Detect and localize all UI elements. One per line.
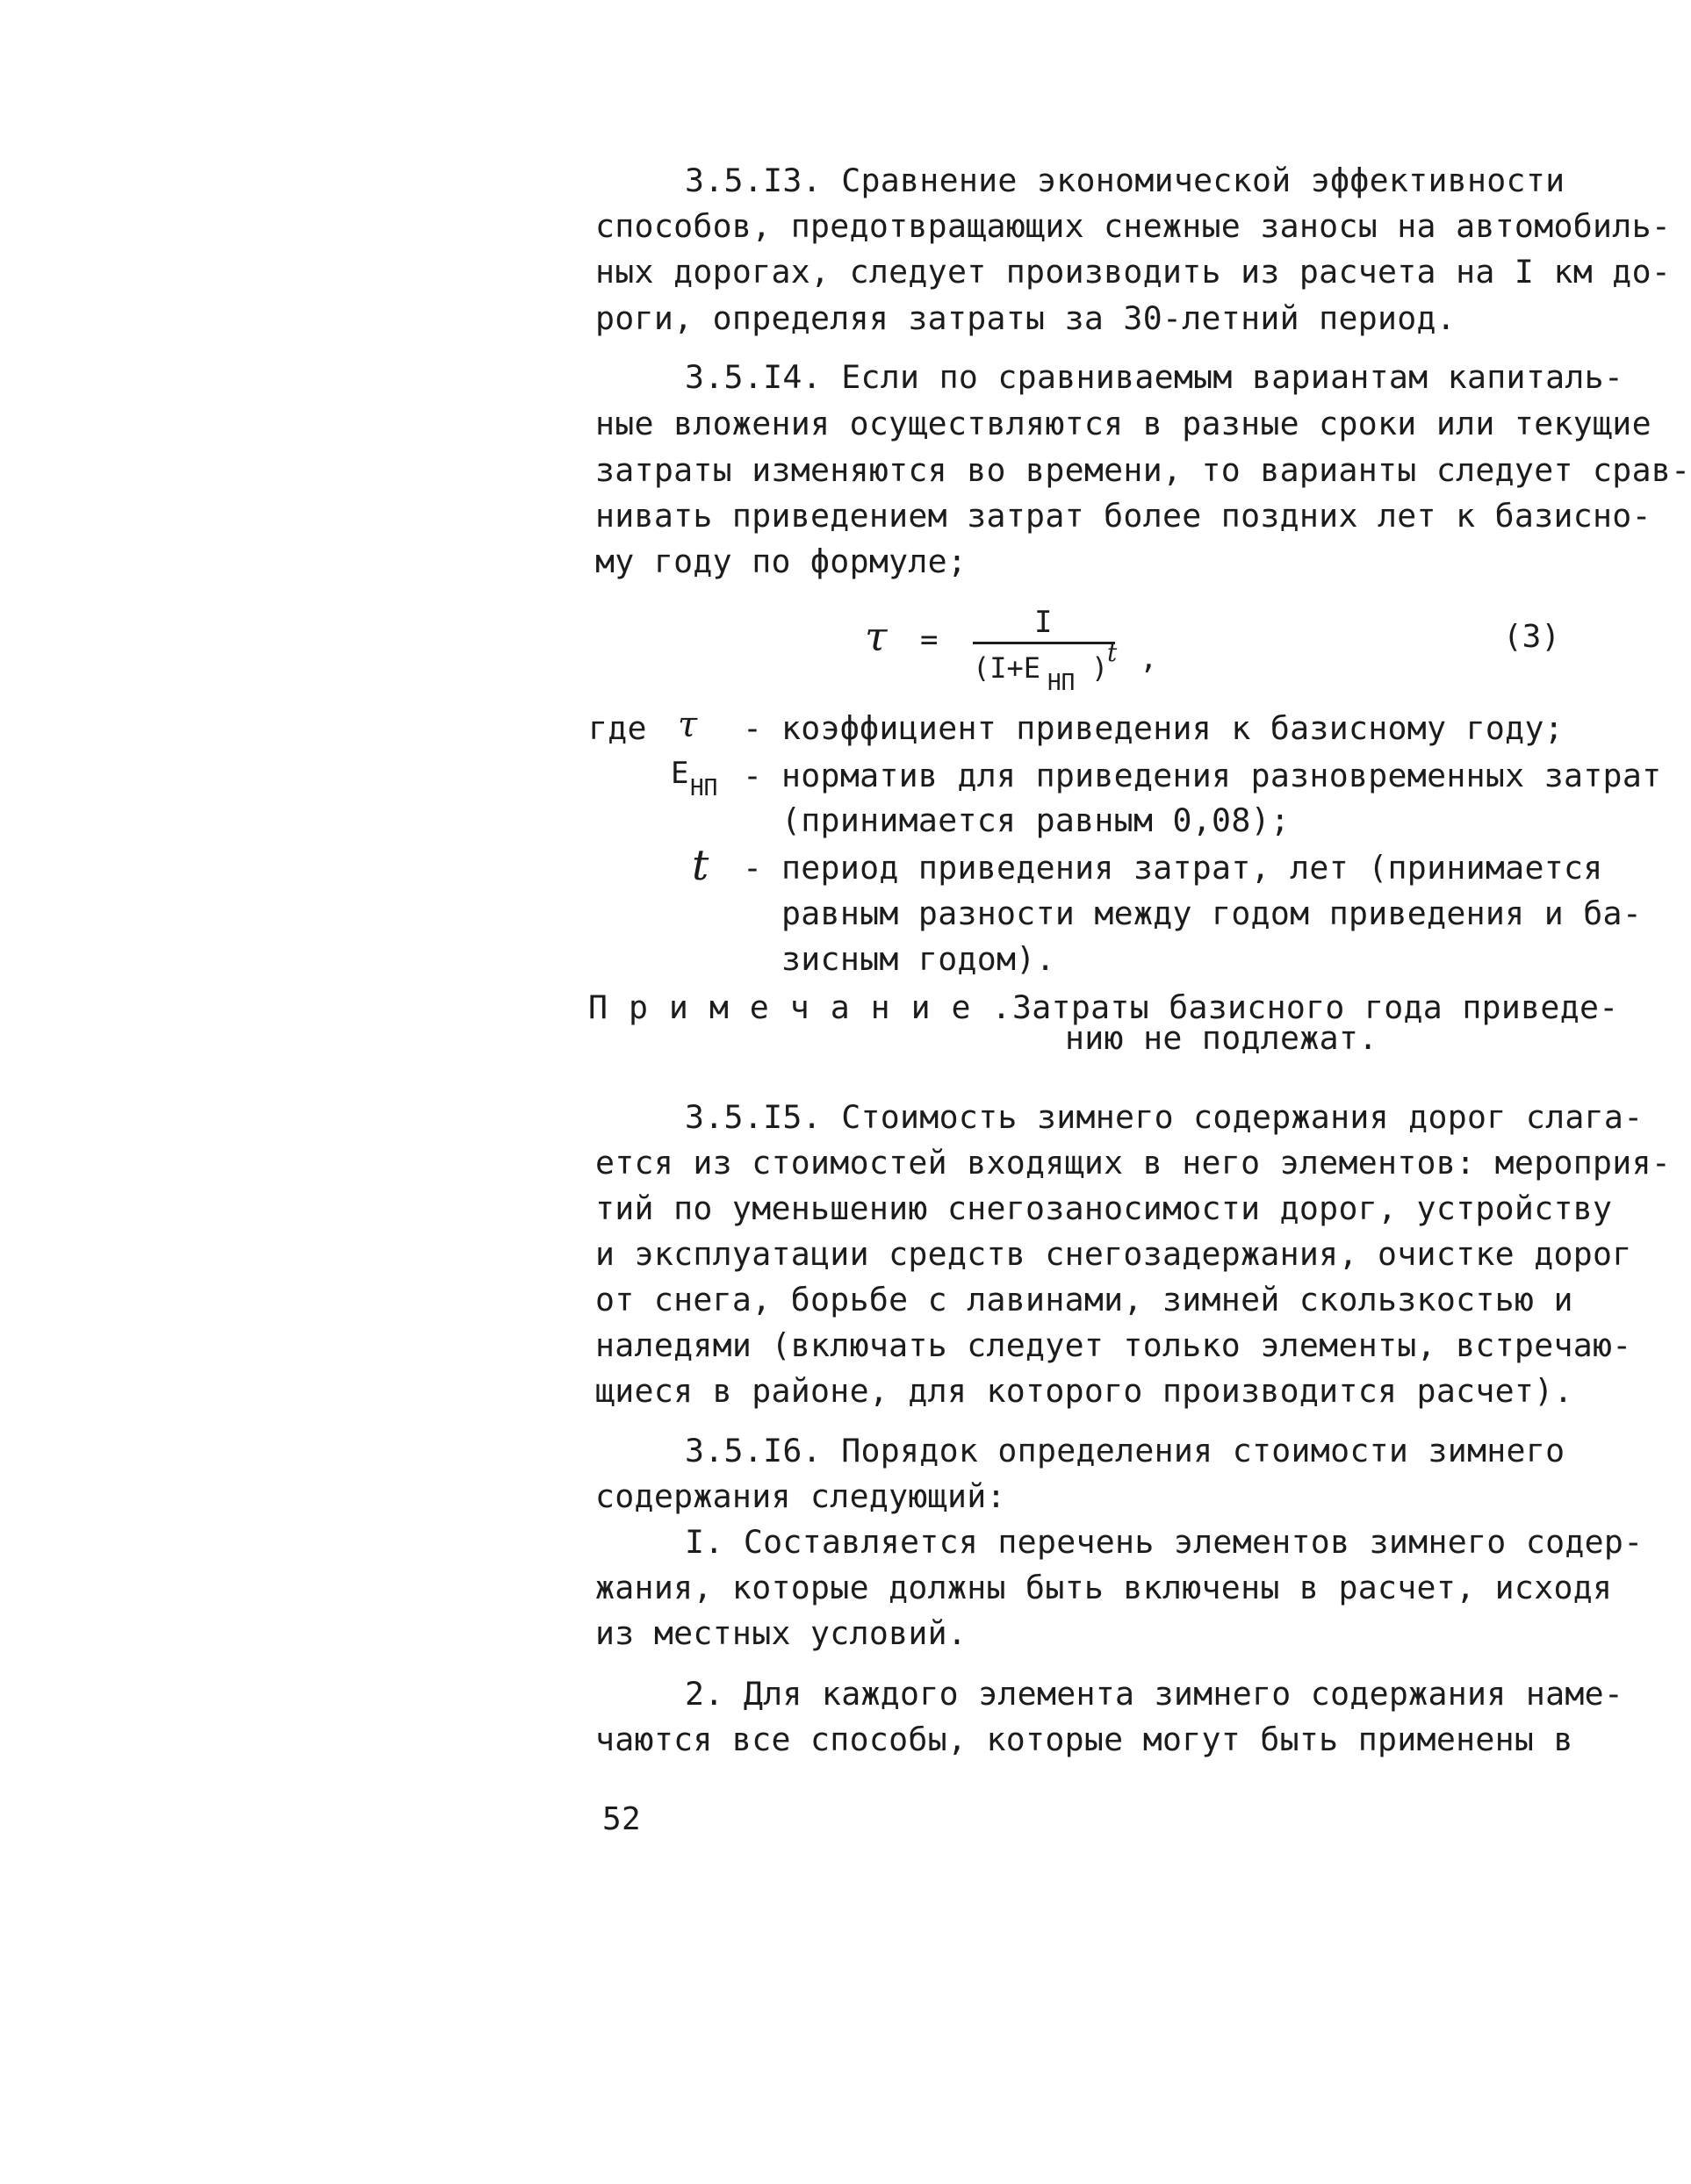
text-line: му году по формуле;: [595, 542, 968, 580]
text-line: 3.5.I3. Сравнение экономической эффективности: [685, 162, 1565, 199]
formula-denominator-close: ): [1091, 651, 1109, 685]
text-line: 3.5.I6. Порядок определения стоимости зимнего: [685, 1432, 1565, 1469]
formula-equals: =: [920, 622, 939, 657]
fraction-bar: [973, 642, 1115, 644]
formula-denominator-subscript: НП: [1047, 670, 1076, 696]
text-line: ные вложения осуществляются в разные сроки или текущие: [595, 405, 1651, 442]
text-line: способов, предотвращающих снежные заносы на автомобиль-: [595, 207, 1672, 245]
note-text: нию не подлежат.: [1065, 1019, 1378, 1057]
def-dash: -: [743, 709, 763, 747]
def-text: (принимается равным 0,08);: [781, 801, 1291, 839]
page-number: 52: [602, 1801, 641, 1837]
def-text: зисным годом).: [781, 940, 1055, 978]
text-line: 3.5.I5. Стоимость зимнего содержания дорог слага-: [685, 1098, 1644, 1136]
text-line: содержания следующий:: [595, 1477, 1006, 1515]
text-line: наледями (включать следует только элементы, встречаю-: [595, 1326, 1632, 1364]
formula-exponent: t: [1107, 638, 1118, 667]
def-dash: -: [743, 849, 763, 887]
def-symbol-e-subscript: НП: [690, 775, 718, 801]
definitions-intro: где: [588, 709, 647, 747]
formula-numerator: I: [1034, 605, 1053, 640]
def-text: коэффициент приведения к базисному году;: [781, 709, 1564, 747]
formula-lhs: τ: [865, 613, 888, 660]
text-line: ется из стоимостей входящих в него элементов: мероприя-: [595, 1144, 1672, 1182]
text-line: I. Составляется перечень элементов зимнего содер-: [685, 1523, 1644, 1561]
text-line: и эксплуатации средств снегозадержания, очистке дорог: [595, 1235, 1632, 1273]
def-dash: -: [743, 757, 763, 794]
text-line: щиеся в районе, для которого производится расчет).: [595, 1372, 1573, 1410]
note-label: П р и м е ч а н и е .: [588, 988, 1012, 1026]
text-line: тий по уменьшению снегозаносимости дорог, устройству: [595, 1189, 1613, 1227]
formula-comma: ,: [1140, 641, 1158, 676]
def-symbol-tau: τ: [678, 705, 698, 745]
text-line: 2. Для каждого элемента зимнего содержания наме-: [685, 1675, 1624, 1713]
text-line: чаются все способы, которые могут быть применены в: [595, 1721, 1573, 1758]
text-line: из местных условий.: [595, 1614, 968, 1652]
text-line: роги, определяя затраты за 30-летний период.: [595, 299, 1457, 337]
def-text: равным разности между годом приведения и ба-: [781, 894, 1643, 932]
def-symbol-t: t: [692, 841, 709, 890]
text-line: от снега, борьбе с лавинами, зимней скользкостью и: [595, 1281, 1573, 1318]
def-symbol-e: E: [671, 756, 689, 791]
text-line: 3.5.I4. Если по сравниваемым вариантам капиталь-: [685, 358, 1624, 396]
text-line: нивать приведением затрат более поздних лет к базисно-: [595, 497, 1651, 535]
text-line: затраты изменяются во времени, то варианты следует срав-: [595, 451, 1691, 489]
def-text: период приведения затрат, лет (принимается: [781, 849, 1603, 887]
def-text: норматив для приведения разновременных затрат: [781, 757, 1662, 794]
text-line: ных дорогах, следует производить из расчета на I км до-: [595, 253, 1672, 291]
formula-number: (3): [1503, 619, 1561, 655]
formula-denominator: (I+E: [973, 651, 1041, 685]
note-text: Затраты базисного года приведе-: [1012, 988, 1619, 1026]
text-line: жания, которые должны быть включены в расчет, исходя: [595, 1569, 1613, 1606]
